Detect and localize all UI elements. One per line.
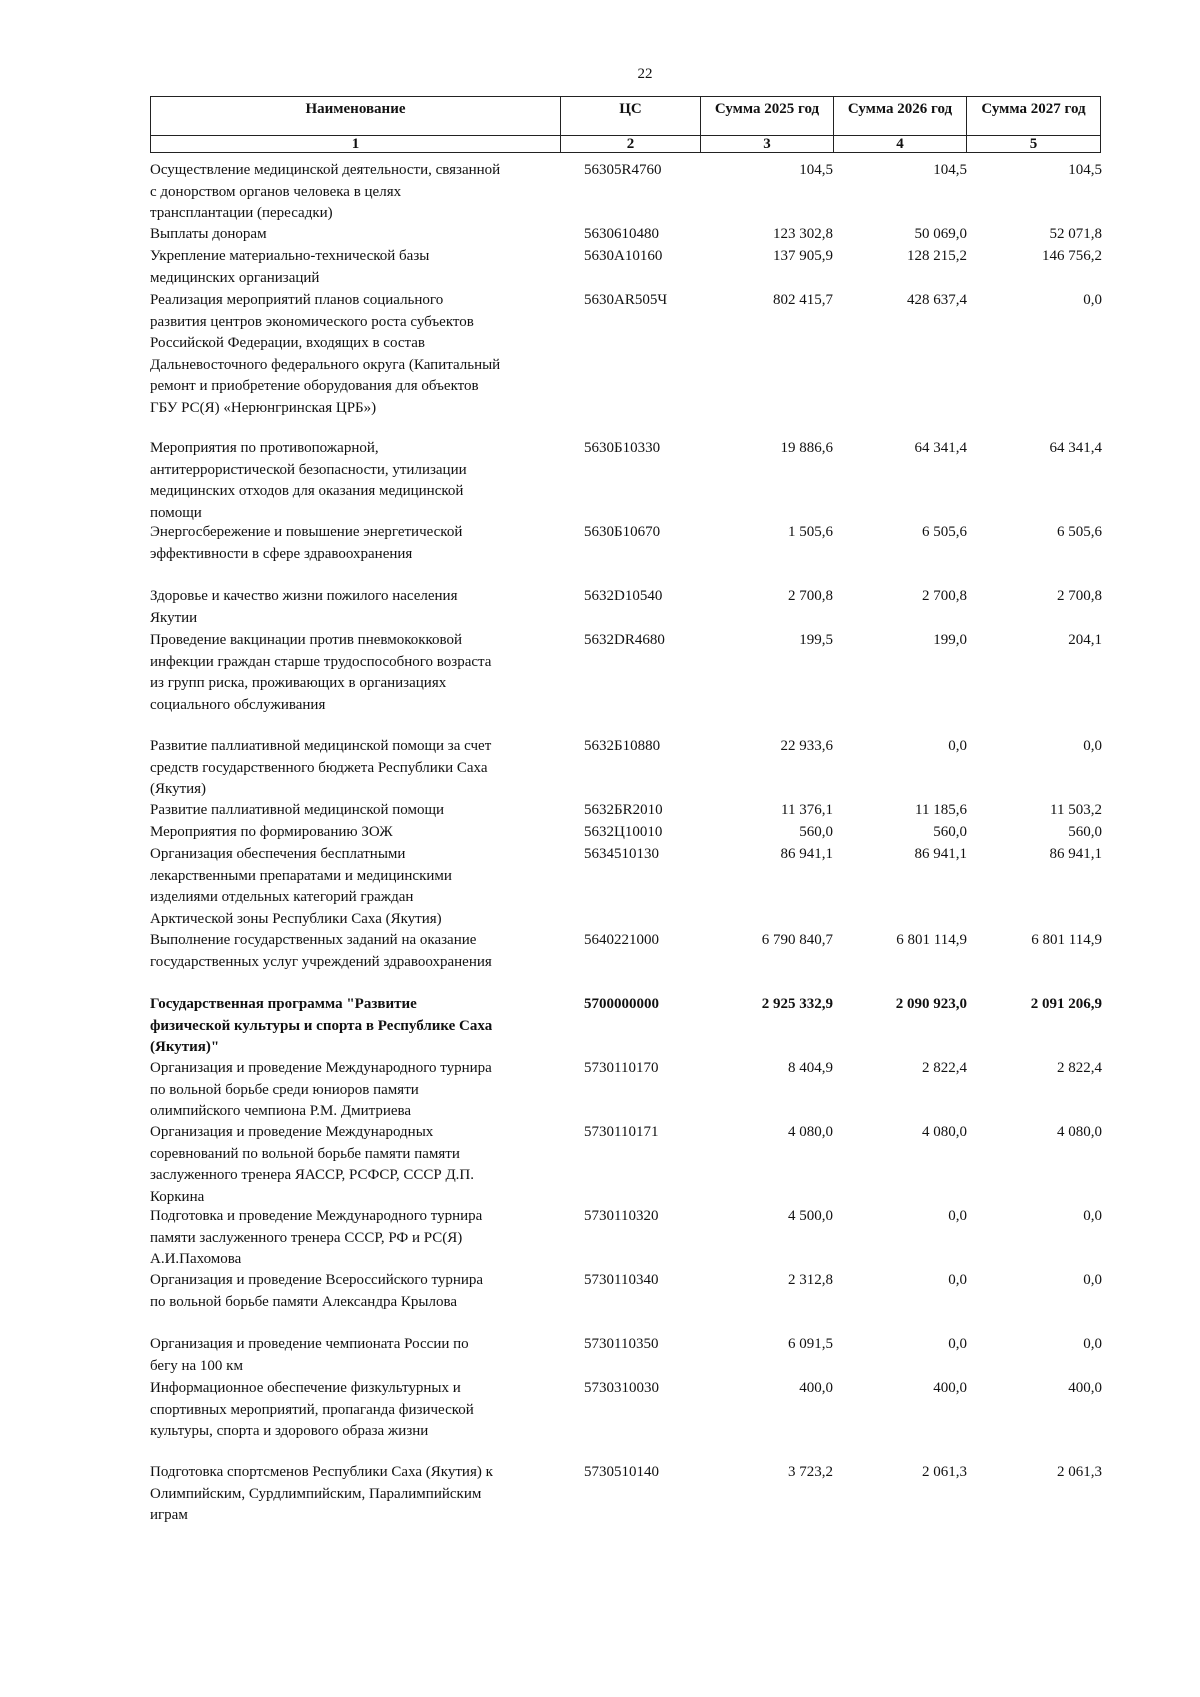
row-sum-2026: 400,0 [933, 1380, 967, 1396]
row-sum-2025: 802 415,7 [773, 292, 833, 308]
row-sum-2027: 11 503,2 [1050, 802, 1102, 818]
row-sum-2026: 0,0 [948, 738, 967, 754]
col-number-2: 2 [561, 136, 701, 153]
row-sum-2026: 0,0 [948, 1208, 967, 1224]
row-sum-2025: 4 500,0 [788, 1208, 833, 1224]
col-number-3: 3 [701, 136, 834, 153]
row-name: Мероприятия по противопожарной, антитеррористической безопасности, утилизации медицинских отходов для оказания медицинской помощи [150, 440, 467, 521]
header-row [151, 97, 1101, 136]
row-name: Организация и проведение Всероссийского турнира по вольной борьбе памяти Александра Крылова [150, 1272, 484, 1310]
row-sum-2025: 123 302,8 [773, 226, 833, 242]
row-name: Выполнение государственных заданий на оказание государственных услуг учреждений здравоохранения [150, 932, 492, 970]
row-name: Энергосбережение и повышение энергетической эффективности в сфере здравоохранения [150, 524, 463, 562]
table-header [150, 96, 1101, 153]
row-sum-2027: 0,0 [1083, 1208, 1102, 1224]
row-code: 5630А10160 [584, 248, 663, 264]
row-name: Организация и проведение Международного турнира по вольной борьбе среди юниоров памяти олимпийского чемпиона Р.М. Дмитриева [150, 1060, 492, 1119]
row-sum-2026: 2 061,3 [922, 1464, 967, 1480]
row-code: 5632Ц10010 [584, 824, 663, 840]
row-code: 5730110350 [584, 1336, 659, 1352]
row-sum-2026: 6 801 114,9 [896, 932, 967, 948]
col-number-1: 1 [151, 136, 561, 153]
row-sum-2025: 1 505,6 [788, 524, 833, 540]
row-name: Выплаты донорам [150, 226, 267, 242]
row-sum-2025: 8 404,9 [788, 1060, 833, 1076]
row-sum-2027: 4 080,0 [1057, 1124, 1102, 1140]
row-sum-2025: 137 905,9 [773, 248, 833, 264]
row-sum-2027: 64 341,4 [1049, 440, 1102, 456]
row-name: Реализация мероприятий планов социального развития центров экономического роста субъектов Российской Федерации, входящих в состав Дальневосточного федерального округа (Капитальный ремонт и приобретение оборудования для объектов ГБУ РС(Я) «Нерюнгринская ЦРБ») [150, 292, 501, 416]
row-sum-2027: 2 822,4 [1057, 1060, 1102, 1076]
header-code: ЦС [561, 97, 701, 136]
row-code: 5730310030 [584, 1380, 659, 1396]
row-sum-2025: 4 080,0 [788, 1124, 833, 1140]
row-sum-2026: 0,0 [948, 1272, 967, 1288]
row-code: 5630Б10330 [584, 440, 661, 456]
row-sum-2026: 6 505,6 [922, 524, 967, 540]
row-code: 5730110320 [584, 1208, 659, 1224]
row-sum-2026: 2 700,8 [922, 588, 967, 604]
row-name: Государственная программа "Развитие физической культуры и спорта в Республике Саха (Якутия)" [150, 996, 493, 1055]
row-sum-2026: 104,5 [933, 162, 967, 178]
row-name: Организация обеспечения бесплатными лекарственными препаратами и медицинскими изделиями отдельных категорий граждан Арктической зоны Республики Саха (Якутия) [150, 846, 452, 927]
row-name: Подготовка спортсменов Республики Саха (Якутия) к Олимпийским, Сурдлимпийским, Паралимпийским играм [150, 1464, 493, 1523]
row-sum-2025: 22 933,6 [780, 738, 833, 754]
row-code: 5630610480 [584, 226, 659, 242]
row-name: Подготовка и проведение Международного турнира памяти заслуженного тренера СССР, РФ и РС(Я) А.И.Пахомова [150, 1208, 483, 1267]
row-name: Развитие паллиативной медицинской помощи [150, 802, 445, 818]
header-sum-2027: Сумма 2027 год [967, 97, 1101, 136]
header-sum-2026: Сумма 2026 год [834, 97, 967, 136]
row-sum-2027: 104,5 [1068, 162, 1102, 178]
row-sum-2026: 560,0 [933, 824, 967, 840]
column-number-row [151, 136, 1101, 153]
row-sum-2025: 400,0 [799, 1380, 833, 1396]
row-name: Осуществление медицинской деятельности, связанной с донорством органов человека в целях трансплантации (пересадки) [150, 162, 501, 221]
row-code: 5632Б10880 [584, 738, 661, 754]
row-sum-2025: 6 091,5 [788, 1336, 833, 1352]
row-code: 5630Б10670 [584, 524, 661, 540]
row-sum-2027: 2 061,3 [1057, 1464, 1102, 1480]
page-number: 22 [637, 66, 653, 82]
row-sum-2027: 6 505,6 [1057, 524, 1102, 540]
row-code: 5730110340 [584, 1272, 659, 1288]
row-code: 5730110170 [584, 1060, 659, 1076]
row-code: 5632БR2010 [584, 802, 663, 818]
row-name: Укрепление материально-технической базы медицинских организаций [150, 248, 430, 286]
row-sum-2026: 2 090 923,0 [895, 996, 967, 1012]
row-sum-2026: 0,0 [948, 1336, 967, 1352]
row-sum-2026: 428 637,4 [907, 292, 967, 308]
row-sum-2027: 52 071,8 [1049, 226, 1102, 242]
row-name: Организация и проведение Международных соревнований по вольной борьбе памяти памяти заслуженного тренера ЯАССР, РСФСР, СССР Д.П. Коркина [150, 1124, 475, 1205]
col-number-5: 5 [967, 136, 1101, 153]
col-number-4: 4 [834, 136, 967, 153]
row-code: 5630АR505Ч [584, 292, 668, 308]
row-sum-2027: 0,0 [1083, 292, 1102, 308]
header-sum-2025: Сумма 2025 год [701, 97, 834, 136]
header-name: Наименование [151, 97, 561, 136]
row-sum-2025: 2 312,8 [788, 1272, 833, 1288]
row-sum-2027: 2 700,8 [1057, 588, 1102, 604]
row-code: 5632DR4680 [584, 632, 665, 648]
row-sum-2025: 19 886,6 [780, 440, 833, 456]
row-sum-2025: 2 700,8 [788, 588, 833, 604]
row-code: 5730110171 [584, 1124, 659, 1140]
row-name: Мероприятия по формированию ЗОЖ [150, 824, 393, 840]
row-sum-2026: 50 069,0 [914, 226, 967, 242]
row-sum-2026: 11 185,6 [915, 802, 967, 818]
row-sum-2027: 204,1 [1068, 632, 1102, 648]
row-sum-2025: 2 925 332,9 [761, 996, 833, 1012]
row-name: Информационное обеспечение физкультурных и спортивных мероприятий, пропаганда физической культуры, спорта и здорового образа жизни [150, 1380, 474, 1439]
row-sum-2025: 560,0 [799, 824, 833, 840]
row-sum-2027: 0,0 [1083, 1336, 1102, 1352]
row-code: 56305R4760 [584, 162, 662, 178]
row-sum-2025: 104,5 [799, 162, 833, 178]
row-sum-2027: 146 756,2 [1042, 248, 1102, 264]
row-code: 5632D10540 [584, 588, 663, 604]
row-sum-2026: 2 822,4 [922, 1060, 967, 1076]
row-sum-2027: 0,0 [1083, 738, 1102, 754]
row-sum-2025: 199,5 [799, 632, 833, 648]
row-sum-2025: 6 790 840,7 [761, 932, 833, 948]
row-name: Развитие паллиативной медицинской помощи за счет средств государственного бюджета Республики Саха (Якутия) [150, 738, 492, 797]
row-sum-2026: 64 341,4 [914, 440, 967, 456]
row-code: 5730510140 [584, 1464, 659, 1480]
row-sum-2025: 11 376,1 [781, 802, 833, 818]
row-sum-2027: 2 091 206,9 [1030, 996, 1102, 1012]
row-code: 5700000000 [584, 996, 659, 1012]
row-sum-2025: 3 723,2 [788, 1464, 833, 1480]
row-name: Здоровье и качество жизни пожилого населения Якутии [150, 588, 458, 626]
row-name: Организация и проведение чемпионата России по бегу на 100 км [150, 1336, 469, 1374]
row-sum-2026: 199,0 [933, 632, 967, 648]
row-sum-2026: 4 080,0 [922, 1124, 967, 1140]
row-sum-2027: 0,0 [1083, 1272, 1102, 1288]
row-sum-2027: 560,0 [1068, 824, 1102, 840]
row-code: 5640221000 [584, 932, 659, 948]
row-sum-2025: 86 941,1 [780, 846, 833, 862]
row-sum-2027: 6 801 114,9 [1031, 932, 1102, 948]
row-name: Проведение вакцинации против пневмококковой инфекции граждан старше трудоспособного возраста из групп риска, проживающих в организациях социального обслуживания [150, 632, 492, 713]
row-sum-2027: 86 941,1 [1049, 846, 1102, 862]
row-sum-2027: 400,0 [1068, 1380, 1102, 1396]
row-sum-2026: 86 941,1 [914, 846, 967, 862]
row-sum-2026: 128 215,2 [907, 248, 967, 264]
row-code: 5634510130 [584, 846, 659, 862]
